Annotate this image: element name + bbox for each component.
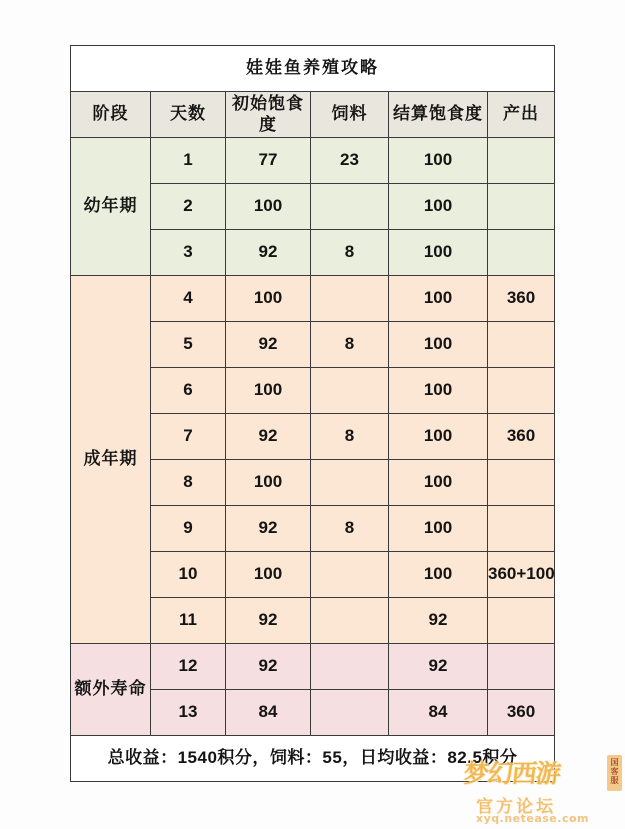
cell-initial: 92	[226, 230, 311, 276]
cell-day: 7	[151, 414, 226, 460]
cell-initial: 92	[226, 598, 311, 644]
cell-final: 100	[389, 230, 488, 276]
table-body	[71, 46, 555, 782]
stage-label-adult: 成年期	[71, 276, 151, 644]
watermark-subtitle: 官方论坛	[476, 797, 556, 816]
column-header-day: 天数	[151, 92, 226, 138]
summary-text: 总收益：1540积分，饲料：55，日均收益：82.5积分	[71, 736, 555, 782]
cell-output	[488, 368, 555, 414]
cell-day: 13	[151, 690, 226, 736]
table-row	[71, 138, 555, 184]
cell-day: 5	[151, 322, 226, 368]
table-summary-row	[71, 736, 555, 782]
page-title: 娃娃鱼养殖攻略	[71, 46, 555, 92]
column-header-feed: 饲料	[311, 92, 389, 138]
table-row	[71, 276, 555, 322]
cell-day: 11	[151, 598, 226, 644]
column-header-initial-satiety: 初始饱食度	[226, 92, 311, 138]
cell-initial: 92	[226, 506, 311, 552]
watermark-badge: 国客服	[607, 755, 622, 791]
cell-final: 92	[389, 598, 488, 644]
cell-initial: 100	[226, 368, 311, 414]
cell-output	[488, 506, 555, 552]
cell-feed	[311, 552, 389, 598]
cell-output: 360	[488, 276, 555, 322]
column-header-stage: 阶段	[71, 92, 151, 138]
cell-day: 8	[151, 460, 226, 506]
cell-initial: 100	[226, 276, 311, 322]
cell-day: 4	[151, 276, 226, 322]
cell-feed: 8	[311, 414, 389, 460]
cell-final: 100	[389, 506, 488, 552]
cell-final: 100	[389, 138, 488, 184]
cell-initial: 92	[226, 414, 311, 460]
cell-final: 92	[389, 644, 488, 690]
table-header-row	[71, 92, 555, 138]
cell-day: 3	[151, 230, 226, 276]
cell-final: 100	[389, 368, 488, 414]
cell-day: 10	[151, 552, 226, 598]
watermark-url: xyq.netease.com	[476, 812, 589, 825]
watermark-game-title: 梦幻西游	[462, 759, 562, 788]
cell-initial: 100	[226, 460, 311, 506]
cell-feed	[311, 276, 389, 322]
guide-table-container	[70, 45, 554, 782]
cell-final: 100	[389, 552, 488, 598]
cell-output: 360+100	[488, 552, 555, 598]
cell-final: 100	[389, 414, 488, 460]
cell-output	[488, 184, 555, 230]
cell-initial: 77	[226, 138, 311, 184]
cell-feed	[311, 690, 389, 736]
cell-feed	[311, 460, 389, 506]
table-row	[71, 644, 555, 690]
cell-output	[488, 322, 555, 368]
cell-initial: 92	[226, 644, 311, 690]
cell-output	[488, 230, 555, 276]
column-header-output: 产出	[488, 92, 555, 138]
cell-output	[488, 644, 555, 690]
cell-final: 100	[389, 322, 488, 368]
table-title-row	[71, 46, 555, 92]
cell-final: 100	[389, 460, 488, 506]
stage-label-extra-lifespan: 额外寿命	[71, 644, 151, 736]
cell-output: 360	[488, 414, 555, 460]
cell-day: 2	[151, 184, 226, 230]
cell-output	[488, 460, 555, 506]
cell-output	[488, 138, 555, 184]
column-header-final-satiety: 结算饱食度	[389, 92, 488, 138]
cell-feed: 8	[311, 322, 389, 368]
cell-final: 100	[389, 184, 488, 230]
cell-output: 360	[488, 690, 555, 736]
cell-day: 6	[151, 368, 226, 414]
cell-feed: 8	[311, 230, 389, 276]
cell-initial: 92	[226, 322, 311, 368]
cell-feed: 8	[311, 506, 389, 552]
cell-final: 100	[389, 276, 488, 322]
cell-day: 12	[151, 644, 226, 690]
cell-feed: 23	[311, 138, 389, 184]
breeding-guide-table	[70, 45, 555, 782]
cell-initial: 100	[226, 552, 311, 598]
cell-feed	[311, 598, 389, 644]
cell-initial: 84	[226, 690, 311, 736]
cell-day: 9	[151, 506, 226, 552]
cell-feed	[311, 368, 389, 414]
cell-output	[488, 598, 555, 644]
cell-feed	[311, 644, 389, 690]
cell-initial: 100	[226, 184, 311, 230]
cell-day: 1	[151, 138, 226, 184]
cell-final: 84	[389, 690, 488, 736]
stage-label-young: 幼年期	[71, 138, 151, 276]
cell-feed	[311, 184, 389, 230]
